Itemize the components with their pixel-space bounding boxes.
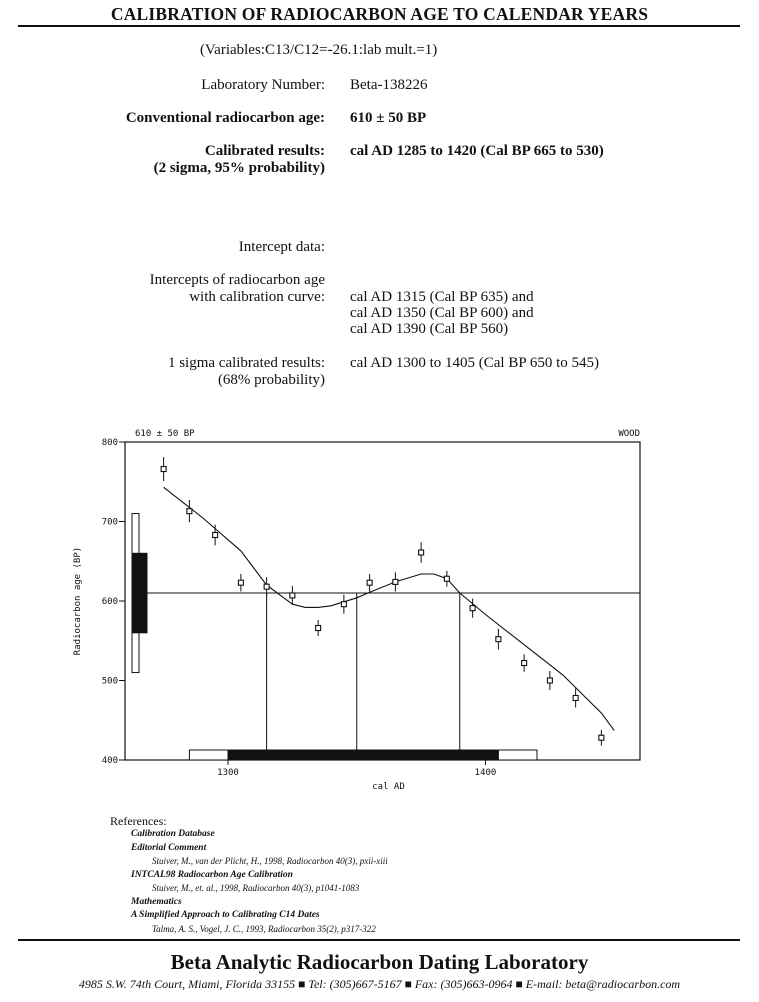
intercept-line: cal AD 1350 (Cal BP 600) and [350,305,534,321]
calibrated-results-sub: (2 sigma, 95% probability) [153,160,325,176]
lab-address: 4985 S.W. 74th Court, Miami, Florida 33155 ■ Tel: (305)667-5167 ■ Fax: (305)663-0964 ■ E-mail: beta@radiocarbon.com [78,977,681,991]
reference-heading: Calibration Database [131,829,215,839]
lab-number-value: Beta-138226 [350,77,428,93]
data-point [264,584,269,589]
data-point [367,580,372,585]
header-divider [18,25,740,27]
reference-heading: Editorial Comment [131,843,207,853]
reference-heading: A Simplified Approach to Calibrating C14 Dates [131,910,320,920]
conventional-age-label: Conventional radiocarbon age: [125,110,325,126]
chart-title: 610 ± 50 BP [135,429,195,439]
data-point [393,579,398,584]
reference-citation: Stuiver, M., van der Plicht, H., 1998, Radiocarbon 40(3), pxii-xiii [152,856,388,866]
x-axis-label: cal AD [372,782,405,792]
data-point [161,467,166,472]
x-tick-label: 1300 [217,768,239,778]
x-tick-label: 1400 [474,768,497,778]
reference-heading: INTCAL98 Radiocarbon Age Calibration [131,870,293,880]
data-point [599,735,604,740]
data-point [341,602,346,607]
data-point [547,678,552,683]
conventional-age-value: 610 ± 50 BP [350,110,427,126]
page-title: CALIBRATION OF RADIOCARBON AGE TO CALENDAR YEARS [110,4,649,24]
one-sigma-age-bar [132,553,147,633]
calibration-chart [0,415,759,800]
intercepts-label-1: Intercepts of radiocarbon age [149,272,325,288]
data-point [213,533,218,538]
reference-heading: Mathematics [131,897,182,907]
variables-line: (Variables:C13/C12=-26.1:lab mult.=1) [200,42,438,58]
one-sigma-sub: (68% probability) [217,372,325,388]
one-sigma-label: 1 sigma calibrated results: [167,355,325,371]
calibrated-results-label: Calibrated results: [204,143,325,159]
data-point [522,661,527,666]
intercept-data-label: Intercept data: [238,239,325,255]
footer-divider [18,939,740,941]
data-point [470,606,475,611]
y-axis-label: Radiocarbon age (BP) [73,546,83,656]
plot-frame [125,442,640,760]
calibrated-results-value: cal AD 1285 to 1420 (Cal BP 665 to 530) [350,143,604,159]
intercept-line: cal AD 1315 (Cal BP 635) and [350,289,534,305]
y-tick-label: 800 [101,438,118,448]
data-point [290,593,295,598]
lab-number-label: Laboratory Number: [201,77,325,93]
y-tick-label: 700 [101,517,118,528]
one-sigma-cal-bar [228,750,498,760]
data-point [238,580,243,585]
data-point [573,695,578,700]
data-point [444,576,449,581]
lab-name: Beta Analytic Radiocarbon Dating Laboratory [170,950,589,974]
reference-citation: Talma, A. S., Vogel, J. C., 1993, Radiocarbon 35(2), p317-322 [152,924,376,934]
one-sigma-value: cal AD 1300 to 1405 (Cal BP 650 to 545) [350,355,600,371]
y-tick-label: 400 [101,756,118,766]
material-label: WOOD [618,429,640,439]
data-point [187,509,192,514]
data-point [316,626,321,631]
references-heading: References: [110,814,167,828]
y-tick-label: 600 [101,597,118,607]
data-point [496,637,501,642]
intercepts-label-2: with calibration curve: [189,289,325,305]
calibration-curve [164,487,615,730]
y-tick-label: 500 [101,676,118,687]
intercept-line: cal AD 1390 (Cal BP 560) [350,321,509,337]
reference-citation: Stuiver, M., et. al., 1998, Radiocarbon 40(3), p1041-1083 [152,883,360,893]
data-point [419,550,424,555]
